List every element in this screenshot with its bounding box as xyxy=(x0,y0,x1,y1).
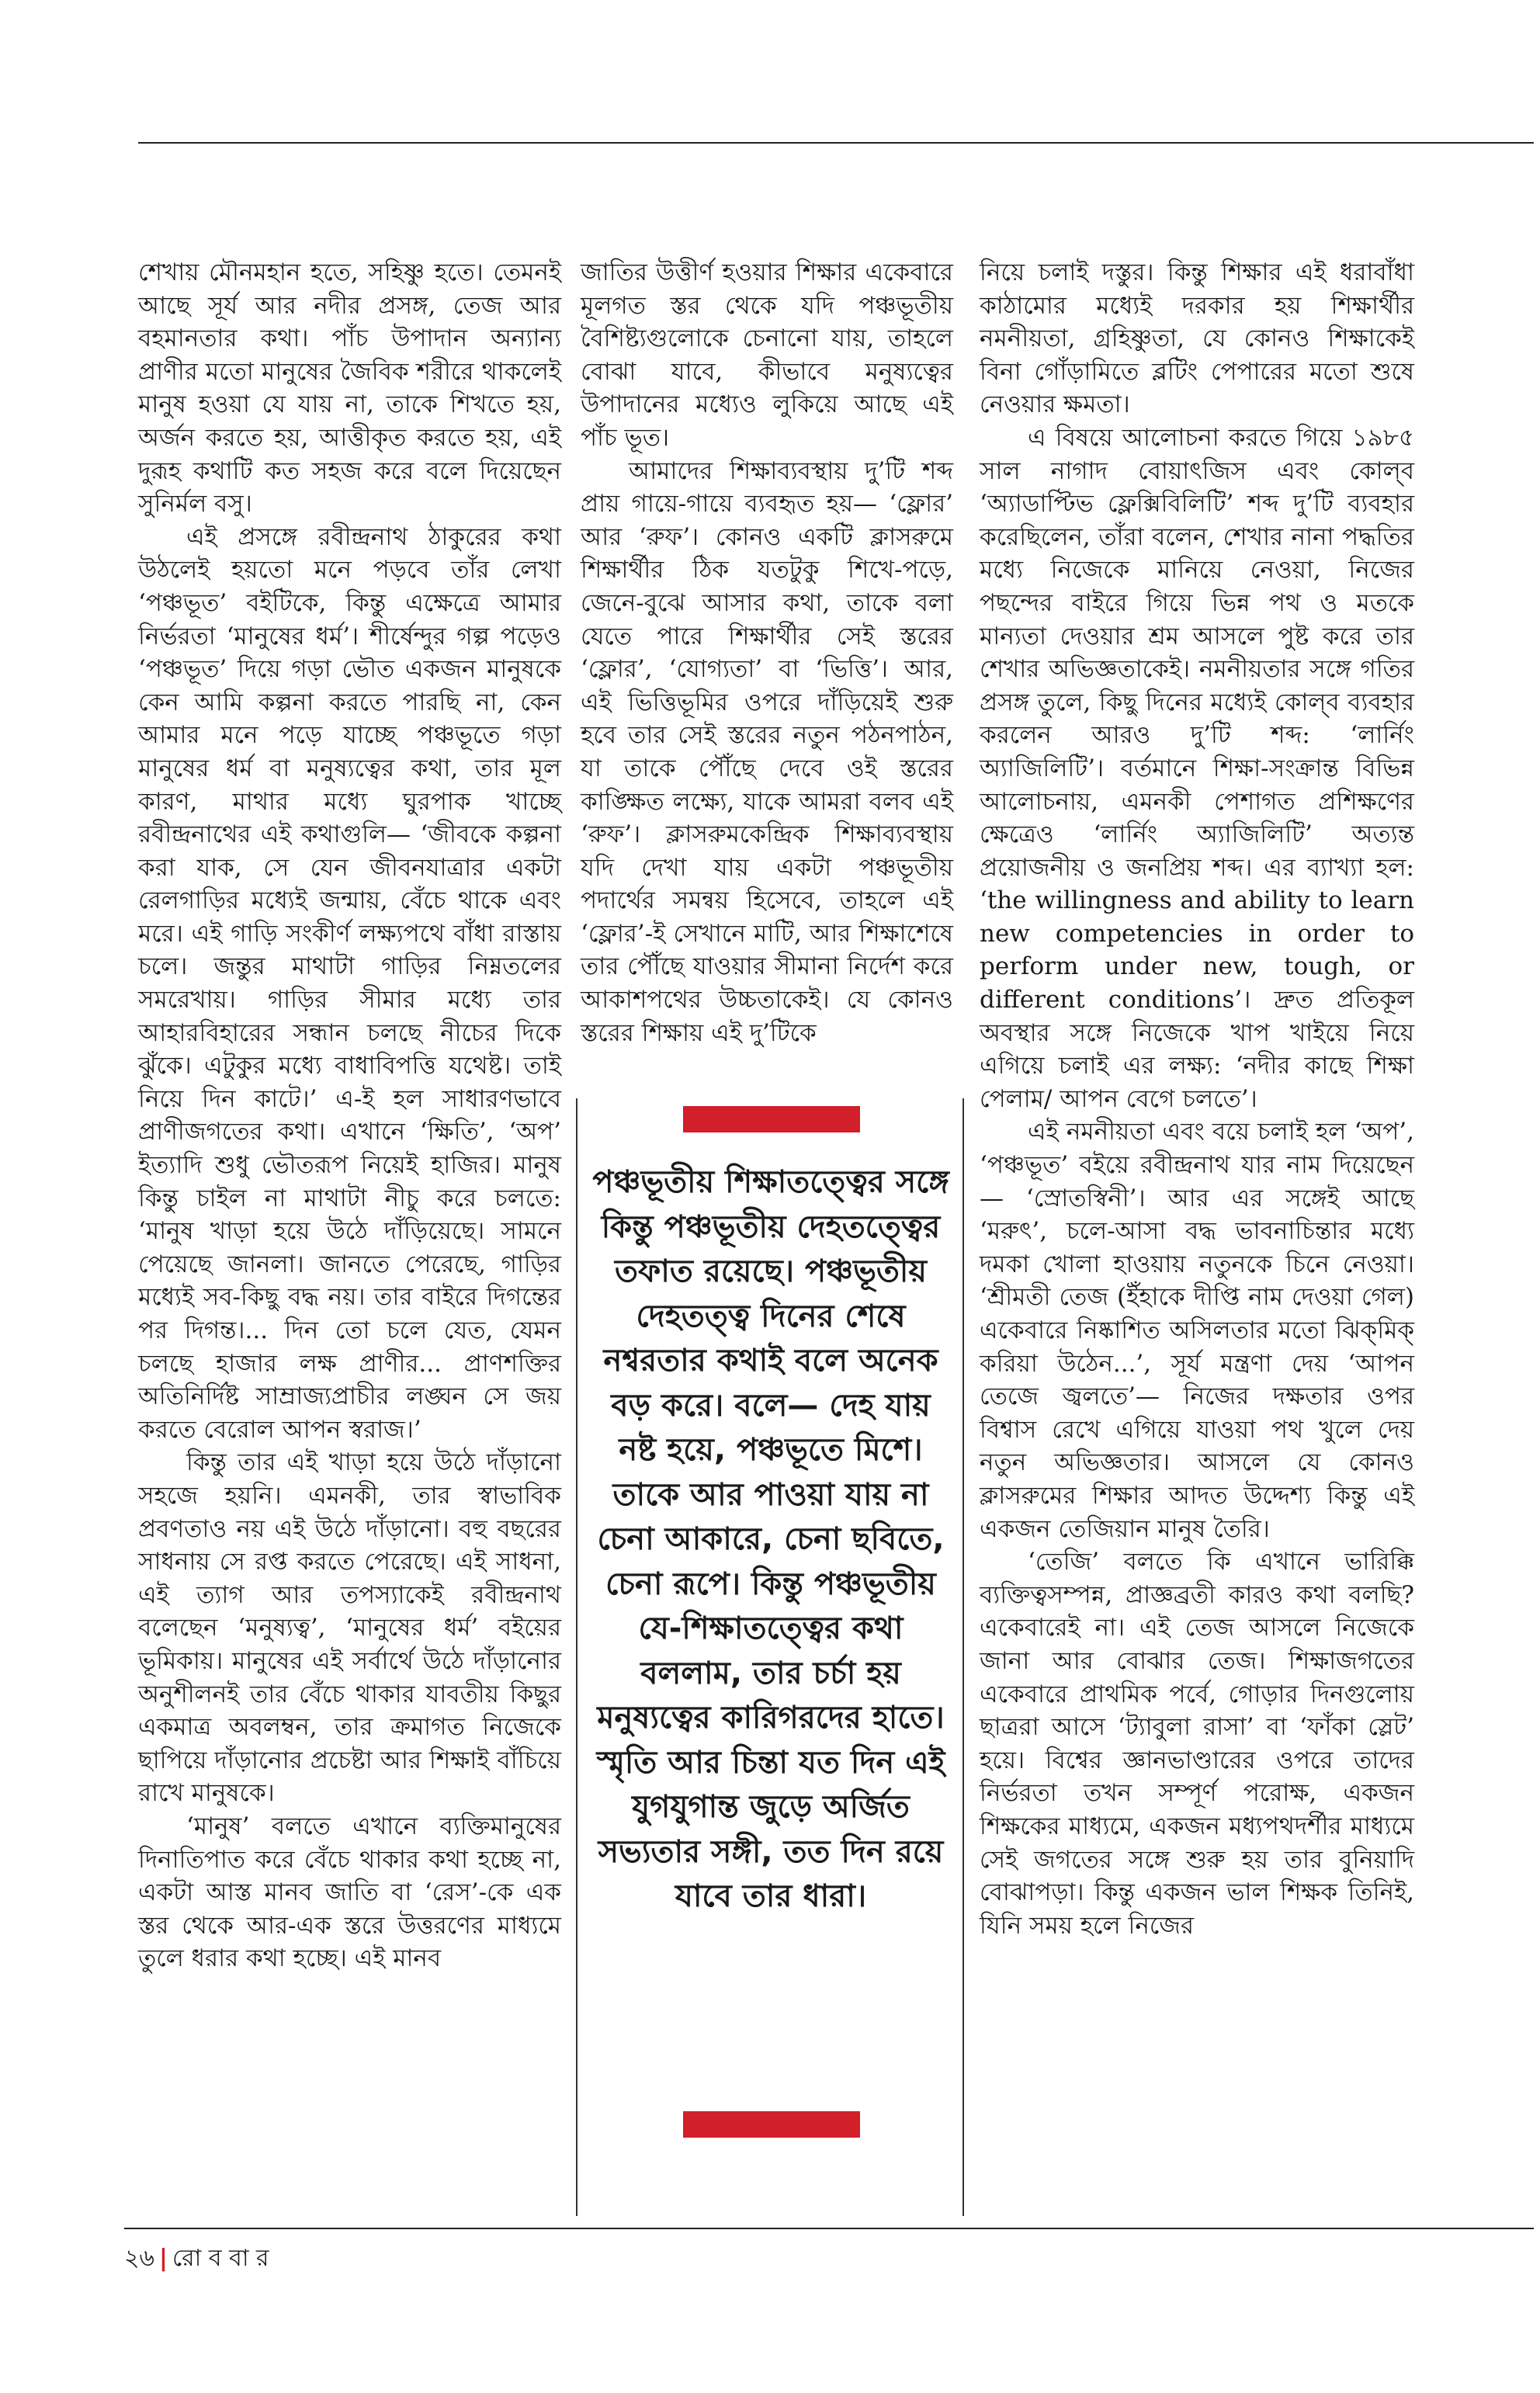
column-divider-left xyxy=(576,1098,578,2216)
page-footer xyxy=(124,2243,269,2274)
paragraph: শেখায় মৌনমহান হতে, সহিষ্ণু হতে। তেমনই আছে সূর্য আর নদীর প্রসঙ্গ, তেজ আর বহমানতার কথা। পাঁচ উপাদান অন্যান্য প্রাণীর মতো মানুষের জৈবিক শরীরে থাকলেই মানুষ হওয়া যে যায় না, তাকে শিখতে হয়, অর্জন করতে হয়, আত্তীকৃত করতে হয়, এই দুরূহ কথাটি কত সহজ করে বলে দিয়েছেন সুনির্মল বসু। xyxy=(138,258,561,518)
paragraph: এ বিষয়ে আলোচনা করতে গিয়ে ১৯৮৫ সাল নাগাদ বোয়াৎজিস এবং কোল্‌ব ‘অ্যাডাপ্টিভ ফ্লেক্সিবিলিটি’ শব্দ দু’টি ব্যবহার করেছিলেন, তাঁরা বলেন, শেখার নানা পদ্ধতির মধ্যে নিজেকে মানিয়ে নেওয়া, নিজের পছন্দের বাইরে গিয়ে ভিন্ন পথ ও মতকে মান্যতা দেওয়ার শ্রম আসলে পুষ্ট করে তার শেখার অভিজ্ঞতাকেই। নমনীয়তার সঙ্গে গতির প্রসঙ্গ তুলে, কিছু দিনের মধ্যেই কোল্‌ব ব্যবহার করলেন আরও দু’টি শব্দ: ‘লার্নিং অ্যাজিলিটি’। বর্তমানে শিক্ষা-সংক্রান্ত বিভিন্ন আলোচনায়, এমনকী পেশাগত প্রশিক্ষণের ক্ষেত্রেও ‘লার্নিং অ্যাজিলিটি’ অত্যন্ত প্রয়োজনীয় ও জনপ্রিয় শব্দ। এর ব্যাখ্যা হল: ‘the willingness and ability to learn new competencies in order to perform under new, tough, or different conditions’। দ্রুত প্রতিকূল অবস্থার সঙ্গে নিজেকে খাপ খাইয়ে নিয়ে এগিয়ে চলাই এর লক্ষ্য: ‘নদীর কাছে শিক্ষা পেলাম/ আপন বেগে চলতে’। xyxy=(980,423,1414,1113)
publication-name: রো ব বা র xyxy=(172,2245,269,2272)
paragraph: নিয়ে চলাই দস্তুর। কিন্তু শিক্ষার এই ধরাবাঁধা কাঠামোর মধ্যেই দরকার হয় শিক্ষার্থীর নমনীয়তা, গ্রহিষ্ণুতা, যে কোনও শিক্ষাকেই বিনা গোঁড়ামিতে ব্লটিং পেপারের মতো শুষে নেওয়ার ক্ষমতা। xyxy=(980,258,1414,419)
column-divider-right xyxy=(962,1098,964,2216)
paragraph: এই প্রসঙ্গে রবীন্দ্রনাথ ঠাকুরের কথা উঠলেই হয়তো মনে পড়বে তাঁর লেখা ‘পঞ্চভূত’ বইটিকে, কিন্তু এক্ষেত্রে আমার নির্ভরতা ‘মানুষের ধর্ম’। শীর্ষেন্দুর গল্প পড়েও ‘পঞ্চভূত’ দিয়ে গড়া ভৌত একজন মানুষকে কেন আমি কল্পনা করতে পারছি না, কেন আমার মনে পড়ে যাচ্ছে পঞ্চভূতে গড়া মানুষের ধর্ম বা মনুষ্যত্বের কথা, তার মূল কারণ, মাথার মধ্যে ঘুরপাক খাচ্ছে রবীন্দ্রনাথের এই কথাগুলি— ‘জীবকে কল্পনা করা যাক, সে যেন জীবনযাত্রার একটা রেলগাড়ির মধ্যেই জন্মায়, বেঁচে থাকে এবং মরে। এই গাড়ি সংকীর্ণ লক্ষ্যপথে বাঁধা রাস্তায় চলে। জন্তুর মাথাটা গাড়ির নিম্নতলের সমরেখায়। গাড়ির সীমার মধ্যে তার আহারবিহারের সন্ধান চলছে নীচের দিকে ঝুঁকে। এটুকুর মধ্যে বাধাবিপত্তি যথেষ্ট। তাই নিয়ে দিন কাটে।’ এ-ই হল সাধারণভাবে প্রাণীজগতের কথা। এখানে ‘ক্ষিতি’, ‘অপ’ ইত্যাদি শুধু ভৌতরূপ নিয়েই হাজির। মানুষ কিন্তু চাইল না মাথাটা নীচু করে চলতে: ‘মানুষ খাড়া হয়ে উঠে দাঁড়িয়েছে। সামনে পেয়েছে জানলা। জানতে পেরেছে, গাড়ির মধ্যেই সব-কিছু বদ্ধ নয়। তার বাইরে দিগন্তের পর দিগন্ত।... দিন তো চলে যেত, যেমন চলছে হাজার লক্ষ প্রাণীর... প্রাণশক্তির অতিনির্দিষ্ট সাম্রাজ্যপ্রাচীর লঙ্ঘন সে জয় করতে বেরোল আপন স্বরাজ।’ xyxy=(138,522,561,1444)
page-number: ২৬ xyxy=(124,2245,155,2272)
article-column-2 xyxy=(581,256,953,1049)
paragraph: জাতির উত্তীর্ণ হওয়ার শিক্ষার একেবারে মূলগত স্তর থেকে যদি পঞ্চভূতীয় বৈশিষ্ট্যগুলোকে চেনানো যায়, তাহলে বোঝা যাবে, কীভাবে মনুষ্যত্বের উপাদানের মধ্যেও লুকিয়ে আছে এই পাঁচ ভূত। xyxy=(581,258,953,452)
top-rule xyxy=(138,142,1534,144)
paragraph: এই নমনীয়তা এবং বয়ে চলাই হল ‘অপ’, ‘পঞ্চভূত’ বইয়ে রবীন্দ্রনাথ যার নাম দিয়েছেন— ‘স্রোতস্বিনী’। আর এর সঙ্গেই আছে ‘মরুৎ’, চলে-আসা বদ্ধ ভাবনাচিন্তার মধ্যে দমকা খোলা হাওয়ায় নতুনকে চিনে নেওয়া। ‘শ্রীমতী তেজ (ইঁহাকে দীপ্তি নাম দেওয়া গেল) একেবারে নিষ্কাশিত অসিলতার মতো ঝিক্‌মিক্ করিয়া উঠেন...’, সূর্য মন্ত্রণা দেয় ‘আপন তেজে জ্বলতে’— নিজের দক্ষতার ওপর বিশ্বাস রেখে এগিয়ে যাওয়া পথ খুলে দেয় নতুন অভিজ্ঞতার। আসলে যে কোনও ক্লাসরুমের শিক্ষার আদত উদ্দেশ্য কিন্তু এই একজন তেজিয়ান মানুষ তৈরি। xyxy=(980,1118,1414,1543)
article-column-3 xyxy=(980,256,1414,1942)
pull-quote: পঞ্চভূতীয় শিক্ষাতত্ত্বের সঙ্গে কিন্তু পঞ্চভূতীয় দেহতত্ত্বের তফাত রয়েছে। পঞ্চভূতীয় দেহতত্ত্ব দিনের শেষে নশ্বরতার কথাই বলে অনেক বড় করে। বলে— দেহ যায় নষ্ট হয়ে, পঞ্চভূতে মিশে। তাকে আর পাওয়া যায় না চেনা আকারে, চেনা ছবিতে, চেনা রূপে। কিন্তু পঞ্চভূতীয় যে-শিক্ষাতত্ত্বের কথা বললাম, তার চর্চা হয় মনুষ্যত্বের কারিগরদের হাতে। স্মৃতি আর চিন্তা যত দিন এই যুগযুগান্ত জুড়ে অর্জিত সভ্যতার সঙ্গী, তত দিন রয়ে যাবে তার ধারা। xyxy=(592,1164,949,1914)
article-column-1 xyxy=(138,256,561,1975)
pull-quote-top-bar xyxy=(683,1106,860,1132)
paragraph: আমাদের শিক্ষাব্যবস্থায় দু’টি শব্দ প্রায় গায়ে-গায়ে ব্যবহৃত হয়— ‘ফ্লোর’ আর ‘রুফ’। কোনও একটি ক্লাসরুমে শিক্ষার্থীর ঠিক যতটুকু শিখে-পড়ে, জেনে-বুঝে আসার কথা, তাকে বলা যেতে পারে শিক্ষার্থীর সেই স্তরের ‘ফ্লোর’, ‘যোগ্যতা’ বা ‘ভিত্তি’। আর, এই ভিত্তিভূমির ওপরে দাঁড়িয়েই শুরু হবে তার সেই স্তরের নতুন পঠনপাঠন, যা তাকে পৌঁছে দেবে ওই স্তরের কাঙ্ক্ষিত লক্ষ্যে, যাকে আমরা বলব এই ‘রুফ’। ক্লাসরুমকেন্দ্রিক শিক্ষাব্যবস্থায় যদি দেখা যায় একটা পঞ্চভূতীয় পদার্থের সমন্বয় হিসেবে, তাহলে এই ‘ফ্লোর’-ই সেখানে মাটি, আর শিক্ষাশেষে তার পৌঁছে যাওয়ার সীমানা নির্দেশ করে আকাশপথের উচ্চতাকেই। যে কোনও স্তরের শিক্ষায় এই দু’টিকে xyxy=(581,456,953,1047)
pull-quote-bottom-bar xyxy=(683,2111,860,2138)
paragraph: কিন্তু তার এই খাড়া হয়ে উঠে দাঁড়ানো সহজে হয়নি। এমনকী, তার স্বাভাবিক প্রবণতাও নয় এই উঠে দাঁড়ানো। বহু বছরের সাধনায় সে রপ্ত করতে পেরেছে। এই সাধনা, এই ত্যাগ আর তপস্যাকেই রবীন্দ্রনাথ বলেছেন ‘মনুষ্যত্ব’, ‘মানুষের ধর্ম’ বইয়ের ভূমিকায়। মানুষের এই সর্বার্থে উঠে দাঁড়ানোর অনুশীলনই তার বেঁচে থাকার যাবতীয় কিছুর একমাত্র অবলম্বন, তার ক্রমাগত নিজেকে ছাপিয়ে দাঁড়ানোর প্রচেষ্টা আর শিক্ষাই বাঁচিয়ে রাখে মানুষকে। xyxy=(138,1448,561,1808)
paragraph: ‘তেজি’ বলতে কি এখানে ভারিক্কি ব্যক্তিত্বসম্পন্ন, প্রাজ্ঞব্রতী কারও কথা বলছি? একেবারেই না। এই তেজ আসলে নিজেকে জানা আর বোঝার তেজ। শিক্ষাজগতের একেবারে প্রাথমিক পর্বে, গোড়ার দিনগুলোয় ছাত্ররা আসে ‘ট্যাবুলা রাসা’ বা ‘ফাঁকা স্লেট’ হয়ে। বিশ্বের জ্ঞানভাণ্ডারের ওপরে তাদের নির্ভরতা তখন সম্পূর্ণ পরোক্ষ, একজন শিক্ষকের মাধ্যমে, একজন মধ্যপথদর্শীর মাধ্যমে সেই জগতের সঙ্গে শুরু হয় তার বুনিয়াদি বোঝাপড়া। কিন্তু একজন ভাল শিক্ষক তিনিই, যিনি সময় হলে নিজের xyxy=(980,1548,1414,1940)
paragraph: ‘মানুষ’ বলতে এখানে ব্যক্তিমানুষের দিনাতিপাত করে বেঁচে থাকার কথা হচ্ছে না, একটা আস্ত মানব জাতি বা ‘রেস’-কে এক স্তর থেকে আর-এক স্তরে উত্তরণের মাধ্যমে তুলে ধরার কথা হচ্ছে। এই মানব xyxy=(138,1812,561,1973)
footer-separator: | xyxy=(159,2245,168,2272)
bottom-rule xyxy=(124,2228,1534,2229)
